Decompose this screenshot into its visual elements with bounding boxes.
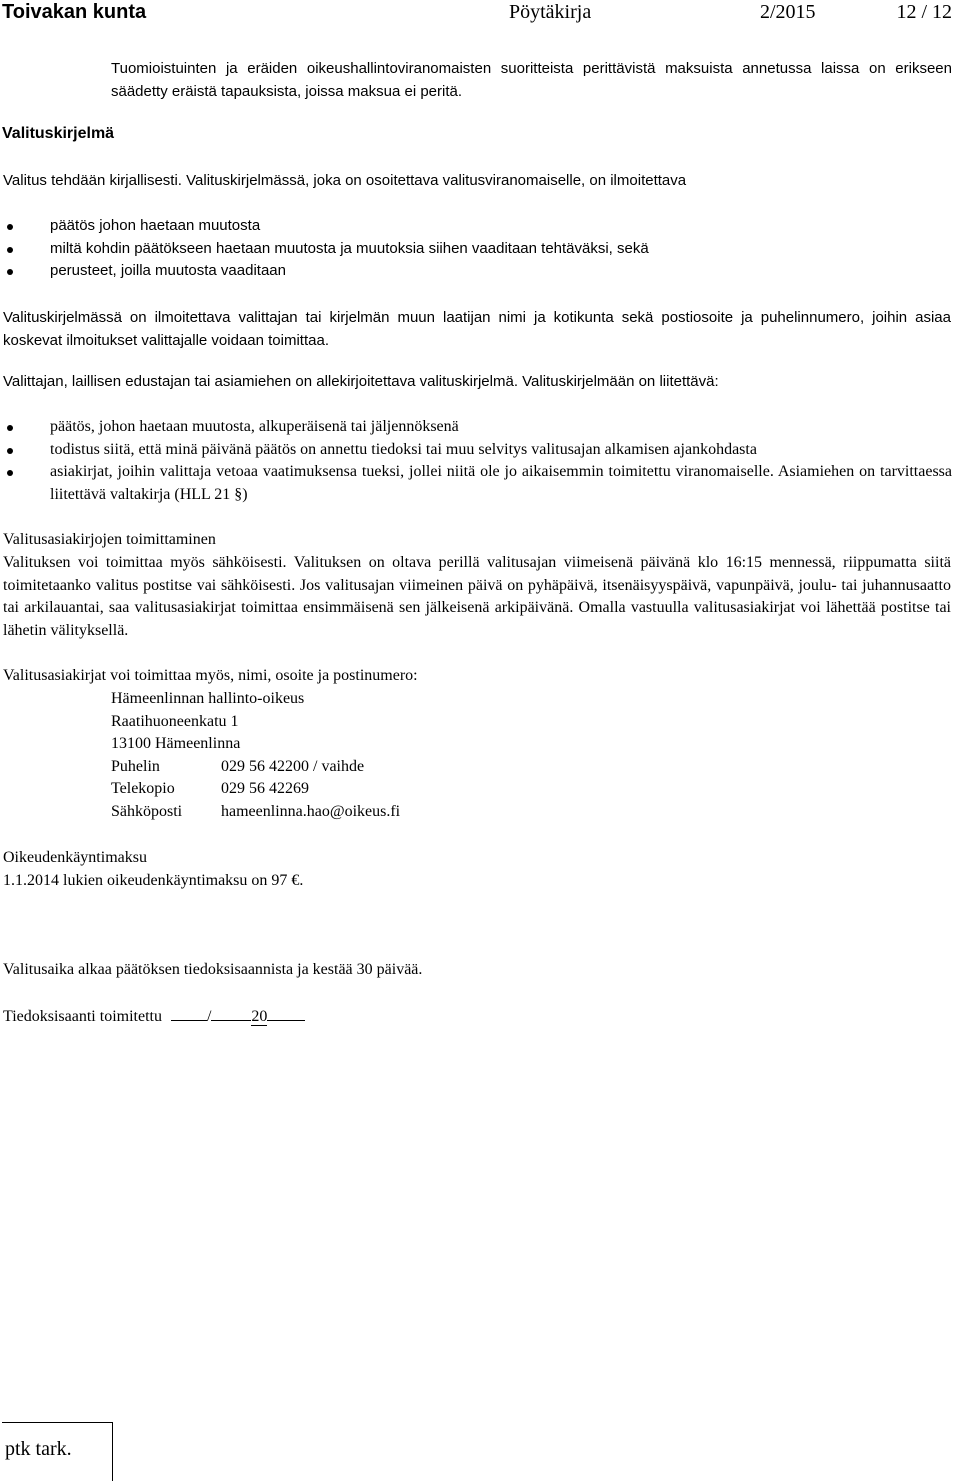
year-blank — [267, 1005, 305, 1021]
footer-check-box — [2, 1422, 113, 1481]
date-slash: / — [206, 1008, 212, 1025]
court-name: Hämeenlinnan hallinto-oikeus — [111, 690, 305, 707]
bullet-icon — [7, 425, 13, 431]
document-number: 2/2015 — [760, 1, 816, 23]
fee-heading: Oikeudenkäyntimaksu — [3, 849, 147, 866]
month-blank — [211, 1005, 251, 1021]
required-items-list — [50, 215, 952, 283]
list-item: päätös johon haetaan muutosta — [50, 215, 952, 238]
bullet-icon — [7, 224, 13, 230]
court-phone: Puhelin 029 56 42200 / vaihde — [111, 757, 365, 775]
address-intro: Valitusasiakirjat voi toimittaa myös, nimi, osoite ja postinumero: — [3, 667, 418, 684]
day-blank — [171, 1005, 207, 1021]
court-email: Sähköposti hameenlinna.hao@oikeus.fi — [111, 802, 401, 820]
signature-paragraph: Valittajan, laillisen edustajan tai asiamiehen on allekirjoitettava valituskirjelmä. Valituskirjelmään on liitettävä: — [3, 373, 719, 390]
organization-name: Toivakan kunta — [2, 1, 147, 23]
list-item: perusteet, joilla muutosta vaaditaan — [50, 260, 952, 283]
list-item: miltä kohdin päätökseen haetaan muutosta ja muutoksia siihen vaaditaan tehtäväksi, sekä — [50, 238, 952, 261]
bullet-icon — [7, 470, 13, 476]
notification-label: Tiedoksisaanti toimitettu — [3, 1008, 162, 1025]
appeal-intro: Valitus tehdään kirjallisesti. Valituskirjelmässä, joka on osoitettava valitusviranomaiselle, on ilmoitettava — [3, 172, 687, 189]
list-item: päätös, johon haetaan muutosta, alkuperäisenä tai jäljennöksenä — [50, 416, 952, 439]
side-heading: Valituskirjelmä — [2, 125, 115, 142]
court-address — [111, 688, 400, 823]
delivery-heading: Valitusasiakirjojen toimittaminen — [3, 531, 216, 548]
bullet-icon — [7, 448, 13, 454]
appeal-period-text: Valitusaika alkaa päätöksen tiedoksisaannista ja kestää 30 päivää. — [3, 961, 423, 978]
document-type: Pöytäkirja — [509, 1, 592, 23]
delivery-paragraph: Valituksen voi toimittaa myös sähköisesti. Valituksen on oltava perillä valitusajan viimeisenä päivänä klo 16:15 mennessä, riippumatta siitä toimitetaanko valitus postitse vai sähköisesti. Jos valitusajan viimeinen päivä on pyhäpäivä, itsenäisyyspäivä, vapunpäivä, joulu- tai juhannusaatto tai arkilauantai, saa valitusasiakirjat toimittaa ensimmäisenä sen jälkeisenä arkipäivänä. Omalla vastuulla valitusasiakirjat voi lähettää postitse tai lähetin välityksellä. — [3, 554, 951, 639]
bullet-icon — [7, 247, 13, 253]
court-postal: 13100 Hämeenlinna — [111, 735, 241, 752]
attachments-list — [50, 416, 952, 506]
bullet-icon — [7, 269, 13, 275]
year-prefix: 20 — [251, 1008, 268, 1025]
notification-line — [3, 1005, 305, 1029]
contact-paragraph: Valituskirjelmässä on ilmoitettava valittajan tai kirjelmän muun laatijan nimi ja kotikunta sekä postiosoite ja puhelinnumero, joihin asiaa koskevat ilmoitukset valittajalle voidaan toimittaa. — [3, 309, 951, 349]
list-item: asiakirjat, joihin valittaja vetoaa vaatimuksensa tueksi, jollei niitä ole jo aikaisemmin toimitettu viranomaiselle. Asiamiehen on tarvittaessa liitettävä valtakirja (HLL 21 §) — [50, 461, 952, 506]
fee-text: 1.1.2014 lukien oikeudenkäyntimaksu on 97 €. — [3, 872, 304, 889]
page-number: 12 / 12 — [896, 1, 952, 23]
court-street: Raatihuoneenkatu 1 — [111, 712, 239, 730]
court-fax: Telekopio 029 56 42269 — [111, 780, 309, 797]
footer-check-label: ptk tark. — [5, 1438, 72, 1460]
page-header — [0, 0, 960, 24]
list-item: todistus siitä, että minä päivänä päätös on annettu tiedoksi tai muu selvitys valitusajan alkamisen ajankohdasta — [50, 439, 952, 462]
intro-paragraph: Tuomioistuinten ja eräiden oikeushallintoviranomaisten suoritteista perittävistä maksuista annetussa laissa on erikseen säädetty eräistä tapauksista, joissa maksua ei peritä. — [111, 60, 952, 100]
